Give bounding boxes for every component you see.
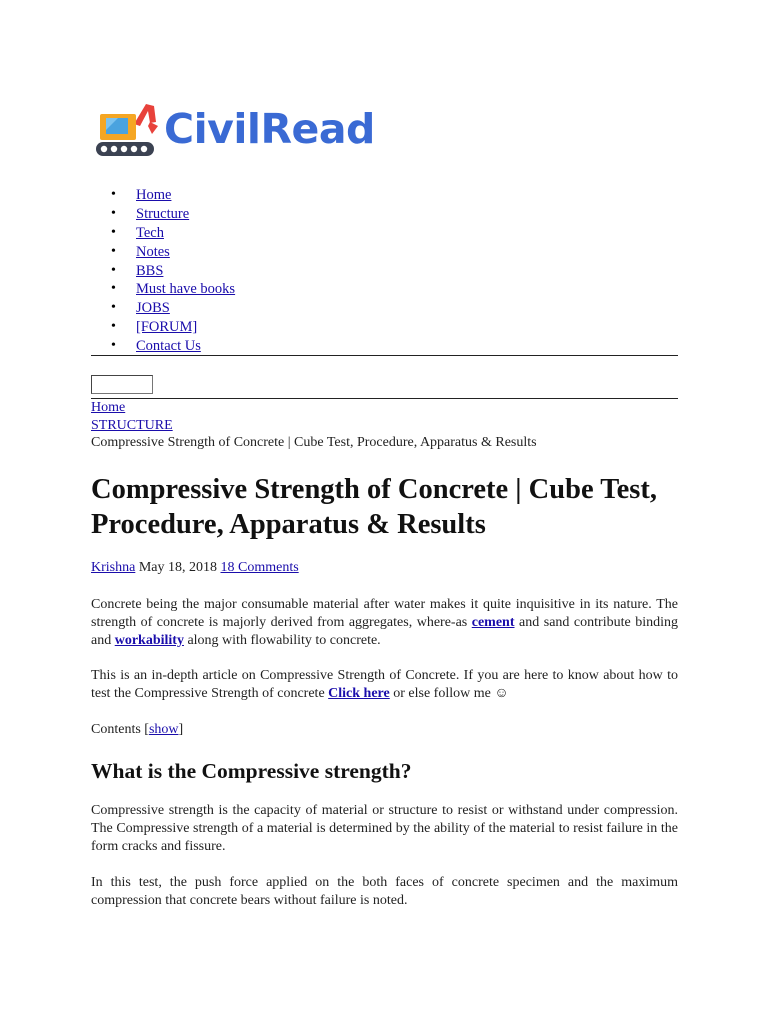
nav-divider bbox=[91, 355, 678, 356]
contents-label: Contents [ bbox=[91, 722, 149, 737]
definition-paragraph: Compressive strength is the capacity of material or structure to resist or withstand under compression. The Compressive strength of a material is determined by the ability of the material to resist failure in the form cracks and fissure. bbox=[91, 803, 678, 854]
nav-link-bbs[interactable]: BBS bbox=[136, 262, 164, 279]
click-here-link[interactable]: Click here bbox=[328, 686, 390, 701]
breadcrumb-current: Compressive Strength of Concrete | Cube Test, Procedure, Apparatus & Results bbox=[91, 435, 537, 450]
contents-close: ] bbox=[178, 722, 184, 737]
nav-link-jobs[interactable]: JOBS bbox=[136, 300, 170, 317]
main-nav bbox=[91, 186, 678, 356]
comments-link[interactable]: 18 Comments bbox=[220, 560, 299, 575]
nav-item-bbs bbox=[91, 262, 678, 281]
page-title: Compressive Strength of Concrete | Cube Test, Procedure, Apparatus & Results bbox=[91, 474, 657, 540]
intro-text-c: along with flowability to concrete. bbox=[183, 633, 381, 648]
intro-paragraph bbox=[91, 596, 678, 650]
nav-link-forum[interactable]: [FORUM] bbox=[136, 319, 198, 336]
nav-item-notes bbox=[91, 243, 678, 262]
section-heading: What is the Compressive strength? bbox=[91, 759, 412, 783]
nav-link-notes[interactable]: Notes bbox=[136, 243, 170, 260]
nav-item-forum bbox=[91, 318, 678, 337]
nav-link-tech[interactable]: Tech bbox=[136, 224, 164, 241]
cement-link[interactable]: cement bbox=[471, 615, 515, 630]
nav-link-home[interactable]: Home bbox=[136, 187, 172, 203]
breadcrumb-home[interactable]: Home bbox=[91, 400, 126, 415]
indepth-text-a: This is an in-depth article on Compressive Strength of Concrete. If you are here to know about how to test the Compressive Strength of concrete bbox=[91, 668, 678, 701]
nav-link-structure[interactable]: Structure bbox=[136, 205, 190, 222]
breadcrumb-category[interactable]: STRUCTURE bbox=[91, 417, 173, 433]
site-logo[interactable] bbox=[94, 96, 375, 162]
intro-text-b: and sand contribute binding and bbox=[91, 615, 678, 648]
nav-item-home bbox=[91, 186, 678, 205]
excavator-icon bbox=[94, 96, 160, 162]
post-date: May 18, 2018 bbox=[138, 560, 217, 575]
search-input[interactable] bbox=[91, 375, 153, 394]
post-meta bbox=[91, 559, 299, 577]
contents-toggle[interactable]: show bbox=[148, 722, 179, 737]
test-paragraph: In this test, the push force applied on the both faces of concrete specimen and the maximum compression that concrete bears without failure is noted. bbox=[91, 875, 678, 908]
nav-item-structure bbox=[91, 205, 678, 224]
nav-link-books[interactable]: Must have books bbox=[136, 281, 236, 298]
nav-item-jobs bbox=[91, 299, 678, 318]
indepth-text-b: or else follow me ☺ bbox=[389, 686, 509, 701]
workability-link[interactable]: workability bbox=[114, 633, 184, 648]
nav-item-contact bbox=[91, 337, 678, 356]
intro-text-a: Concrete being the major consumable material after water makes it quite inquisitive in its nature. The strength of concrete is majorly derived from aggregates, where-as bbox=[91, 597, 678, 630]
nav-item-books bbox=[91, 280, 678, 299]
logo-text: CivilRead bbox=[164, 104, 375, 153]
nav-link-contact[interactable]: Contact Us bbox=[136, 338, 201, 355]
nav-item-tech bbox=[91, 224, 678, 243]
breadcrumb bbox=[91, 399, 537, 452]
author-link[interactable]: Krishna bbox=[91, 560, 136, 575]
indepth-paragraph bbox=[91, 667, 678, 703]
table-of-contents bbox=[91, 721, 183, 739]
